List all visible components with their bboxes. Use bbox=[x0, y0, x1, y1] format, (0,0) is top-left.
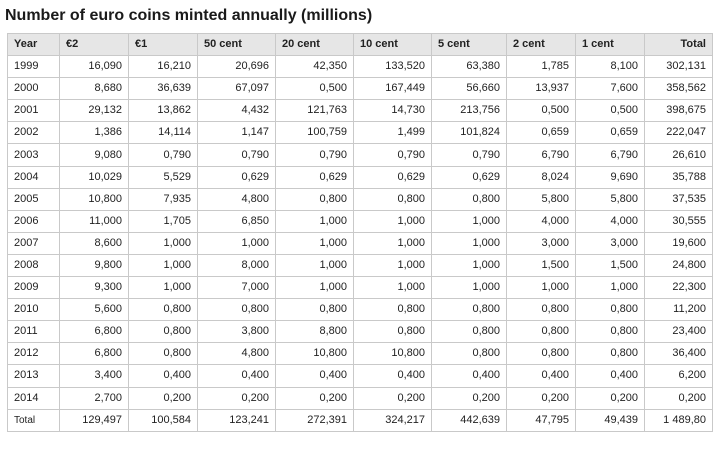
value-cell: 9,800 bbox=[60, 254, 129, 276]
value-cell: 10,800 bbox=[354, 343, 432, 365]
value-cell: 10,800 bbox=[276, 343, 354, 365]
total-value-cell: 129,497 bbox=[60, 409, 129, 431]
value-cell: 121,763 bbox=[276, 100, 354, 122]
value-cell: 0,200 bbox=[198, 387, 276, 409]
year-cell: 2000 bbox=[8, 78, 60, 100]
value-cell: 0,500 bbox=[276, 78, 354, 100]
value-cell: 9,690 bbox=[576, 166, 645, 188]
value-cell: 13,937 bbox=[507, 78, 576, 100]
column-header: €1 bbox=[129, 34, 198, 56]
value-cell: 0,800 bbox=[507, 343, 576, 365]
column-header: Total bbox=[645, 34, 713, 56]
value-cell: 5,529 bbox=[129, 166, 198, 188]
table-row bbox=[8, 210, 713, 232]
value-cell: 4,000 bbox=[576, 210, 645, 232]
value-cell: 0,800 bbox=[576, 299, 645, 321]
year-cell: 2004 bbox=[8, 166, 60, 188]
value-cell: 7,000 bbox=[198, 277, 276, 299]
value-cell: 3,000 bbox=[507, 232, 576, 254]
value-cell: 63,380 bbox=[432, 56, 507, 78]
value-cell: 23,400 bbox=[645, 321, 713, 343]
value-cell: 11,200 bbox=[645, 299, 713, 321]
value-cell: 30,555 bbox=[645, 210, 713, 232]
value-cell: 0,800 bbox=[129, 321, 198, 343]
value-cell: 101,824 bbox=[432, 122, 507, 144]
value-cell: 26,610 bbox=[645, 144, 713, 166]
value-cell: 0,800 bbox=[432, 188, 507, 210]
value-cell: 0,800 bbox=[276, 188, 354, 210]
value-cell: 42,350 bbox=[276, 56, 354, 78]
table-row bbox=[8, 232, 713, 254]
value-cell: 0,400 bbox=[507, 365, 576, 387]
total-value-cell: 100,584 bbox=[129, 409, 198, 431]
total-value-cell: 49,439 bbox=[576, 409, 645, 431]
value-cell: 1,000 bbox=[354, 254, 432, 276]
value-cell: 8,600 bbox=[60, 232, 129, 254]
total-value-cell: 272,391 bbox=[276, 409, 354, 431]
value-cell: 1,000 bbox=[576, 277, 645, 299]
value-cell: 1,000 bbox=[432, 254, 507, 276]
header-row bbox=[8, 34, 713, 56]
value-cell: 0,800 bbox=[129, 343, 198, 365]
year-cell: 2005 bbox=[8, 188, 60, 210]
value-cell: 1,000 bbox=[432, 277, 507, 299]
value-cell: 9,300 bbox=[60, 277, 129, 299]
value-cell: 0,400 bbox=[576, 365, 645, 387]
table-row bbox=[8, 277, 713, 299]
value-cell: 14,730 bbox=[354, 100, 432, 122]
value-cell: 0,800 bbox=[576, 343, 645, 365]
value-cell: 1,000 bbox=[276, 254, 354, 276]
value-cell: 6,850 bbox=[198, 210, 276, 232]
column-header: 2 cent bbox=[507, 34, 576, 56]
value-cell: 0,790 bbox=[129, 144, 198, 166]
column-header: 20 cent bbox=[276, 34, 354, 56]
euro-coins-table bbox=[7, 33, 713, 432]
value-cell: 1,000 bbox=[507, 277, 576, 299]
value-cell: 1,000 bbox=[198, 232, 276, 254]
table-footer bbox=[8, 409, 713, 431]
year-cell: 2002 bbox=[8, 122, 60, 144]
value-cell: 20,696 bbox=[198, 56, 276, 78]
value-cell: 0,629 bbox=[276, 166, 354, 188]
value-cell: 0,800 bbox=[432, 343, 507, 365]
value-cell: 0,800 bbox=[276, 299, 354, 321]
year-cell: 1999 bbox=[8, 56, 60, 78]
year-cell: 2006 bbox=[8, 210, 60, 232]
value-cell: 5,800 bbox=[507, 188, 576, 210]
value-cell: 0,200 bbox=[645, 387, 713, 409]
table-row bbox=[8, 188, 713, 210]
value-cell: 6,200 bbox=[645, 365, 713, 387]
column-header: Year bbox=[8, 34, 60, 56]
value-cell: 0,500 bbox=[507, 100, 576, 122]
value-cell: 8,680 bbox=[60, 78, 129, 100]
value-cell: 0,659 bbox=[507, 122, 576, 144]
value-cell: 8,100 bbox=[576, 56, 645, 78]
value-cell: 0,800 bbox=[576, 321, 645, 343]
value-cell: 8,800 bbox=[276, 321, 354, 343]
value-cell: 0,200 bbox=[432, 387, 507, 409]
value-cell: 4,432 bbox=[198, 100, 276, 122]
value-cell: 5,800 bbox=[576, 188, 645, 210]
value-cell: 2,700 bbox=[60, 387, 129, 409]
value-cell: 24,800 bbox=[645, 254, 713, 276]
value-cell: 6,800 bbox=[60, 343, 129, 365]
value-cell: 0,800 bbox=[198, 299, 276, 321]
value-cell: 213,756 bbox=[432, 100, 507, 122]
value-cell: 6,790 bbox=[576, 144, 645, 166]
value-cell: 1,000 bbox=[354, 210, 432, 232]
value-cell: 1,000 bbox=[432, 232, 507, 254]
table-row bbox=[8, 100, 713, 122]
value-cell: 36,400 bbox=[645, 343, 713, 365]
value-cell: 1,000 bbox=[129, 232, 198, 254]
total-label: Total bbox=[8, 409, 60, 431]
value-cell: 0,400 bbox=[276, 365, 354, 387]
value-cell: 133,520 bbox=[354, 56, 432, 78]
value-cell: 0,659 bbox=[576, 122, 645, 144]
value-cell: 6,800 bbox=[60, 321, 129, 343]
value-cell: 16,090 bbox=[60, 56, 129, 78]
value-cell: 0,400 bbox=[354, 365, 432, 387]
value-cell: 0,800 bbox=[432, 299, 507, 321]
value-cell: 0,800 bbox=[129, 299, 198, 321]
value-cell: 1,705 bbox=[129, 210, 198, 232]
value-cell: 0,629 bbox=[432, 166, 507, 188]
total-value-cell: 1 489,80 bbox=[645, 409, 713, 431]
value-cell: 29,132 bbox=[60, 100, 129, 122]
table-row bbox=[8, 365, 713, 387]
year-cell: 2009 bbox=[8, 277, 60, 299]
value-cell: 10,800 bbox=[60, 188, 129, 210]
value-cell: 4,000 bbox=[507, 210, 576, 232]
year-cell: 2008 bbox=[8, 254, 60, 276]
value-cell: 8,000 bbox=[198, 254, 276, 276]
value-cell: 1,785 bbox=[507, 56, 576, 78]
value-cell: 398,675 bbox=[645, 100, 713, 122]
value-cell: 1,000 bbox=[276, 232, 354, 254]
value-cell: 358,562 bbox=[645, 78, 713, 100]
value-cell: 0,400 bbox=[129, 365, 198, 387]
year-cell: 2012 bbox=[8, 343, 60, 365]
value-cell: 0,800 bbox=[354, 321, 432, 343]
table-row bbox=[8, 122, 713, 144]
value-cell: 4,800 bbox=[198, 188, 276, 210]
value-cell: 1,147 bbox=[198, 122, 276, 144]
year-cell: 2003 bbox=[8, 144, 60, 166]
value-cell: 1,000 bbox=[129, 277, 198, 299]
column-header: 1 cent bbox=[576, 34, 645, 56]
value-cell: 7,600 bbox=[576, 78, 645, 100]
value-cell: 0,800 bbox=[354, 299, 432, 321]
value-cell: 100,759 bbox=[276, 122, 354, 144]
year-cell: 2010 bbox=[8, 299, 60, 321]
column-header: €2 bbox=[60, 34, 129, 56]
value-cell: 0,200 bbox=[276, 387, 354, 409]
year-cell: 2011 bbox=[8, 321, 60, 343]
table-row bbox=[8, 321, 713, 343]
value-cell: 4,800 bbox=[198, 343, 276, 365]
value-cell: 3,800 bbox=[198, 321, 276, 343]
value-cell: 1,000 bbox=[129, 254, 198, 276]
value-cell: 36,639 bbox=[129, 78, 198, 100]
value-cell: 16,210 bbox=[129, 56, 198, 78]
value-cell: 0,400 bbox=[432, 365, 507, 387]
value-cell: 1,386 bbox=[60, 122, 129, 144]
column-header: 5 cent bbox=[432, 34, 507, 56]
value-cell: 0,800 bbox=[507, 321, 576, 343]
value-cell: 0,790 bbox=[276, 144, 354, 166]
value-cell: 22,300 bbox=[645, 277, 713, 299]
value-cell: 0,400 bbox=[198, 365, 276, 387]
value-cell: 0,200 bbox=[576, 387, 645, 409]
value-cell: 10,029 bbox=[60, 166, 129, 188]
value-cell: 9,080 bbox=[60, 144, 129, 166]
table-row bbox=[8, 166, 713, 188]
value-cell: 0,200 bbox=[129, 387, 198, 409]
value-cell: 1,000 bbox=[354, 277, 432, 299]
value-cell: 0,629 bbox=[354, 166, 432, 188]
table-header bbox=[8, 34, 713, 56]
value-cell: 56,660 bbox=[432, 78, 507, 100]
column-header: 10 cent bbox=[354, 34, 432, 56]
value-cell: 1,000 bbox=[276, 277, 354, 299]
total-value-cell: 123,241 bbox=[198, 409, 276, 431]
value-cell: 222,047 bbox=[645, 122, 713, 144]
year-cell: 2007 bbox=[8, 232, 60, 254]
total-row bbox=[8, 409, 713, 431]
value-cell: 11,000 bbox=[60, 210, 129, 232]
table-row bbox=[8, 144, 713, 166]
value-cell: 167,449 bbox=[354, 78, 432, 100]
value-cell: 1,499 bbox=[354, 122, 432, 144]
value-cell: 0,790 bbox=[354, 144, 432, 166]
year-cell: 2001 bbox=[8, 100, 60, 122]
value-cell: 5,600 bbox=[60, 299, 129, 321]
year-cell: 2013 bbox=[8, 365, 60, 387]
value-cell: 0,200 bbox=[354, 387, 432, 409]
value-cell: 35,788 bbox=[645, 166, 713, 188]
table-row bbox=[8, 387, 713, 409]
value-cell: 37,535 bbox=[645, 188, 713, 210]
value-cell: 1,500 bbox=[507, 254, 576, 276]
table-row bbox=[8, 343, 713, 365]
value-cell: 0,790 bbox=[432, 144, 507, 166]
table-row bbox=[8, 254, 713, 276]
value-cell: 19,600 bbox=[645, 232, 713, 254]
value-cell: 1,500 bbox=[576, 254, 645, 276]
value-cell: 0,200 bbox=[507, 387, 576, 409]
total-value-cell: 47,795 bbox=[507, 409, 576, 431]
table-row bbox=[8, 299, 713, 321]
table-body bbox=[8, 56, 713, 410]
value-cell: 8,024 bbox=[507, 166, 576, 188]
value-cell: 0,800 bbox=[432, 321, 507, 343]
value-cell: 0,790 bbox=[198, 144, 276, 166]
page-title: Number of euro coins minted annually (millions) bbox=[5, 7, 373, 24]
value-cell: 0,800 bbox=[354, 188, 432, 210]
value-cell: 302,131 bbox=[645, 56, 713, 78]
value-cell: 3,000 bbox=[576, 232, 645, 254]
value-cell: 1,000 bbox=[432, 210, 507, 232]
value-cell: 14,114 bbox=[129, 122, 198, 144]
table-row bbox=[8, 56, 713, 78]
value-cell: 7,935 bbox=[129, 188, 198, 210]
value-cell: 1,000 bbox=[276, 210, 354, 232]
column-header: 50 cent bbox=[198, 34, 276, 56]
value-cell: 3,400 bbox=[60, 365, 129, 387]
value-cell: 1,000 bbox=[354, 232, 432, 254]
value-cell: 67,097 bbox=[198, 78, 276, 100]
value-cell: 6,790 bbox=[507, 144, 576, 166]
value-cell: 13,862 bbox=[129, 100, 198, 122]
table-row bbox=[8, 78, 713, 100]
value-cell: 0,800 bbox=[507, 299, 576, 321]
total-value-cell: 324,217 bbox=[354, 409, 432, 431]
year-cell: 2014 bbox=[8, 387, 60, 409]
total-value-cell: 442,639 bbox=[432, 409, 507, 431]
value-cell: 0,629 bbox=[198, 166, 276, 188]
value-cell: 0,500 bbox=[576, 100, 645, 122]
